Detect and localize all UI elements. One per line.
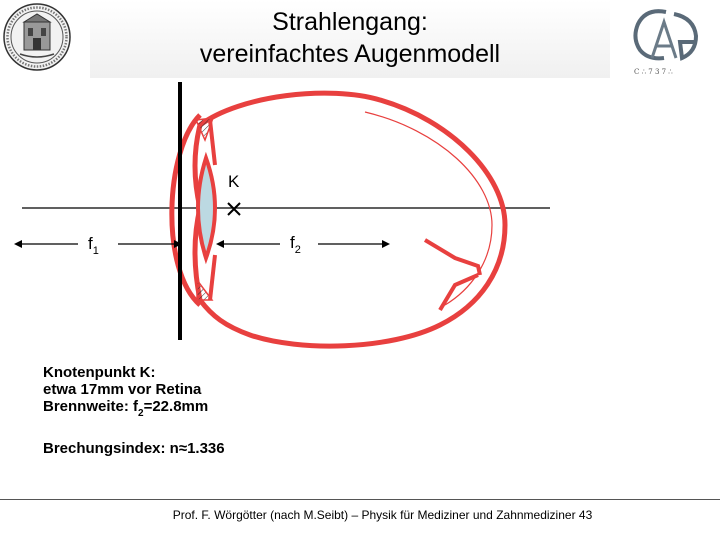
f1-subscript: 1 [92, 245, 99, 257]
info-line-3-suffix: =22.8mm [143, 398, 209, 415]
info-line-3 [43, 398, 208, 422]
info-line-2: etwa 17mm vor Retina [43, 381, 202, 398]
f1-label [88, 234, 99, 257]
f2-arrow [216, 240, 390, 248]
info-line-1: Knotenpunkt K: [43, 364, 156, 381]
info-line-3-subscript: 2 [138, 408, 144, 419]
f1-base: f [88, 234, 93, 253]
info-line-3-prefix: Brennweite: f [43, 398, 139, 415]
f2-label [290, 233, 301, 256]
footer-divider [0, 499, 720, 500]
refraction-index: Brechungsindex: n≈1.336 [43, 440, 225, 457]
svg-text:C ∴ 7 3 7 ∴: C ∴ 7 3 7 ∴ [634, 68, 673, 76]
nodal-point-label: K [228, 172, 240, 191]
title-line-2: vereinfachtes Augenmodell [199, 40, 501, 68]
footer-credit: Prof. F. Wörgötter (nach M.Seibt) – Physik für Mediziner und Zahnmediziner [172, 508, 576, 522]
eyeball-outline [195, 93, 505, 346]
title-line-1: Strahlengang: [272, 8, 428, 36]
lens [198, 158, 215, 258]
info-block [43, 364, 208, 422]
footer [0, 508, 720, 522]
nodal-point-marker [228, 203, 240, 215]
f2-subscript: 2 [294, 244, 301, 256]
page-number: 43 [578, 508, 593, 522]
f2-base: f [290, 233, 295, 252]
